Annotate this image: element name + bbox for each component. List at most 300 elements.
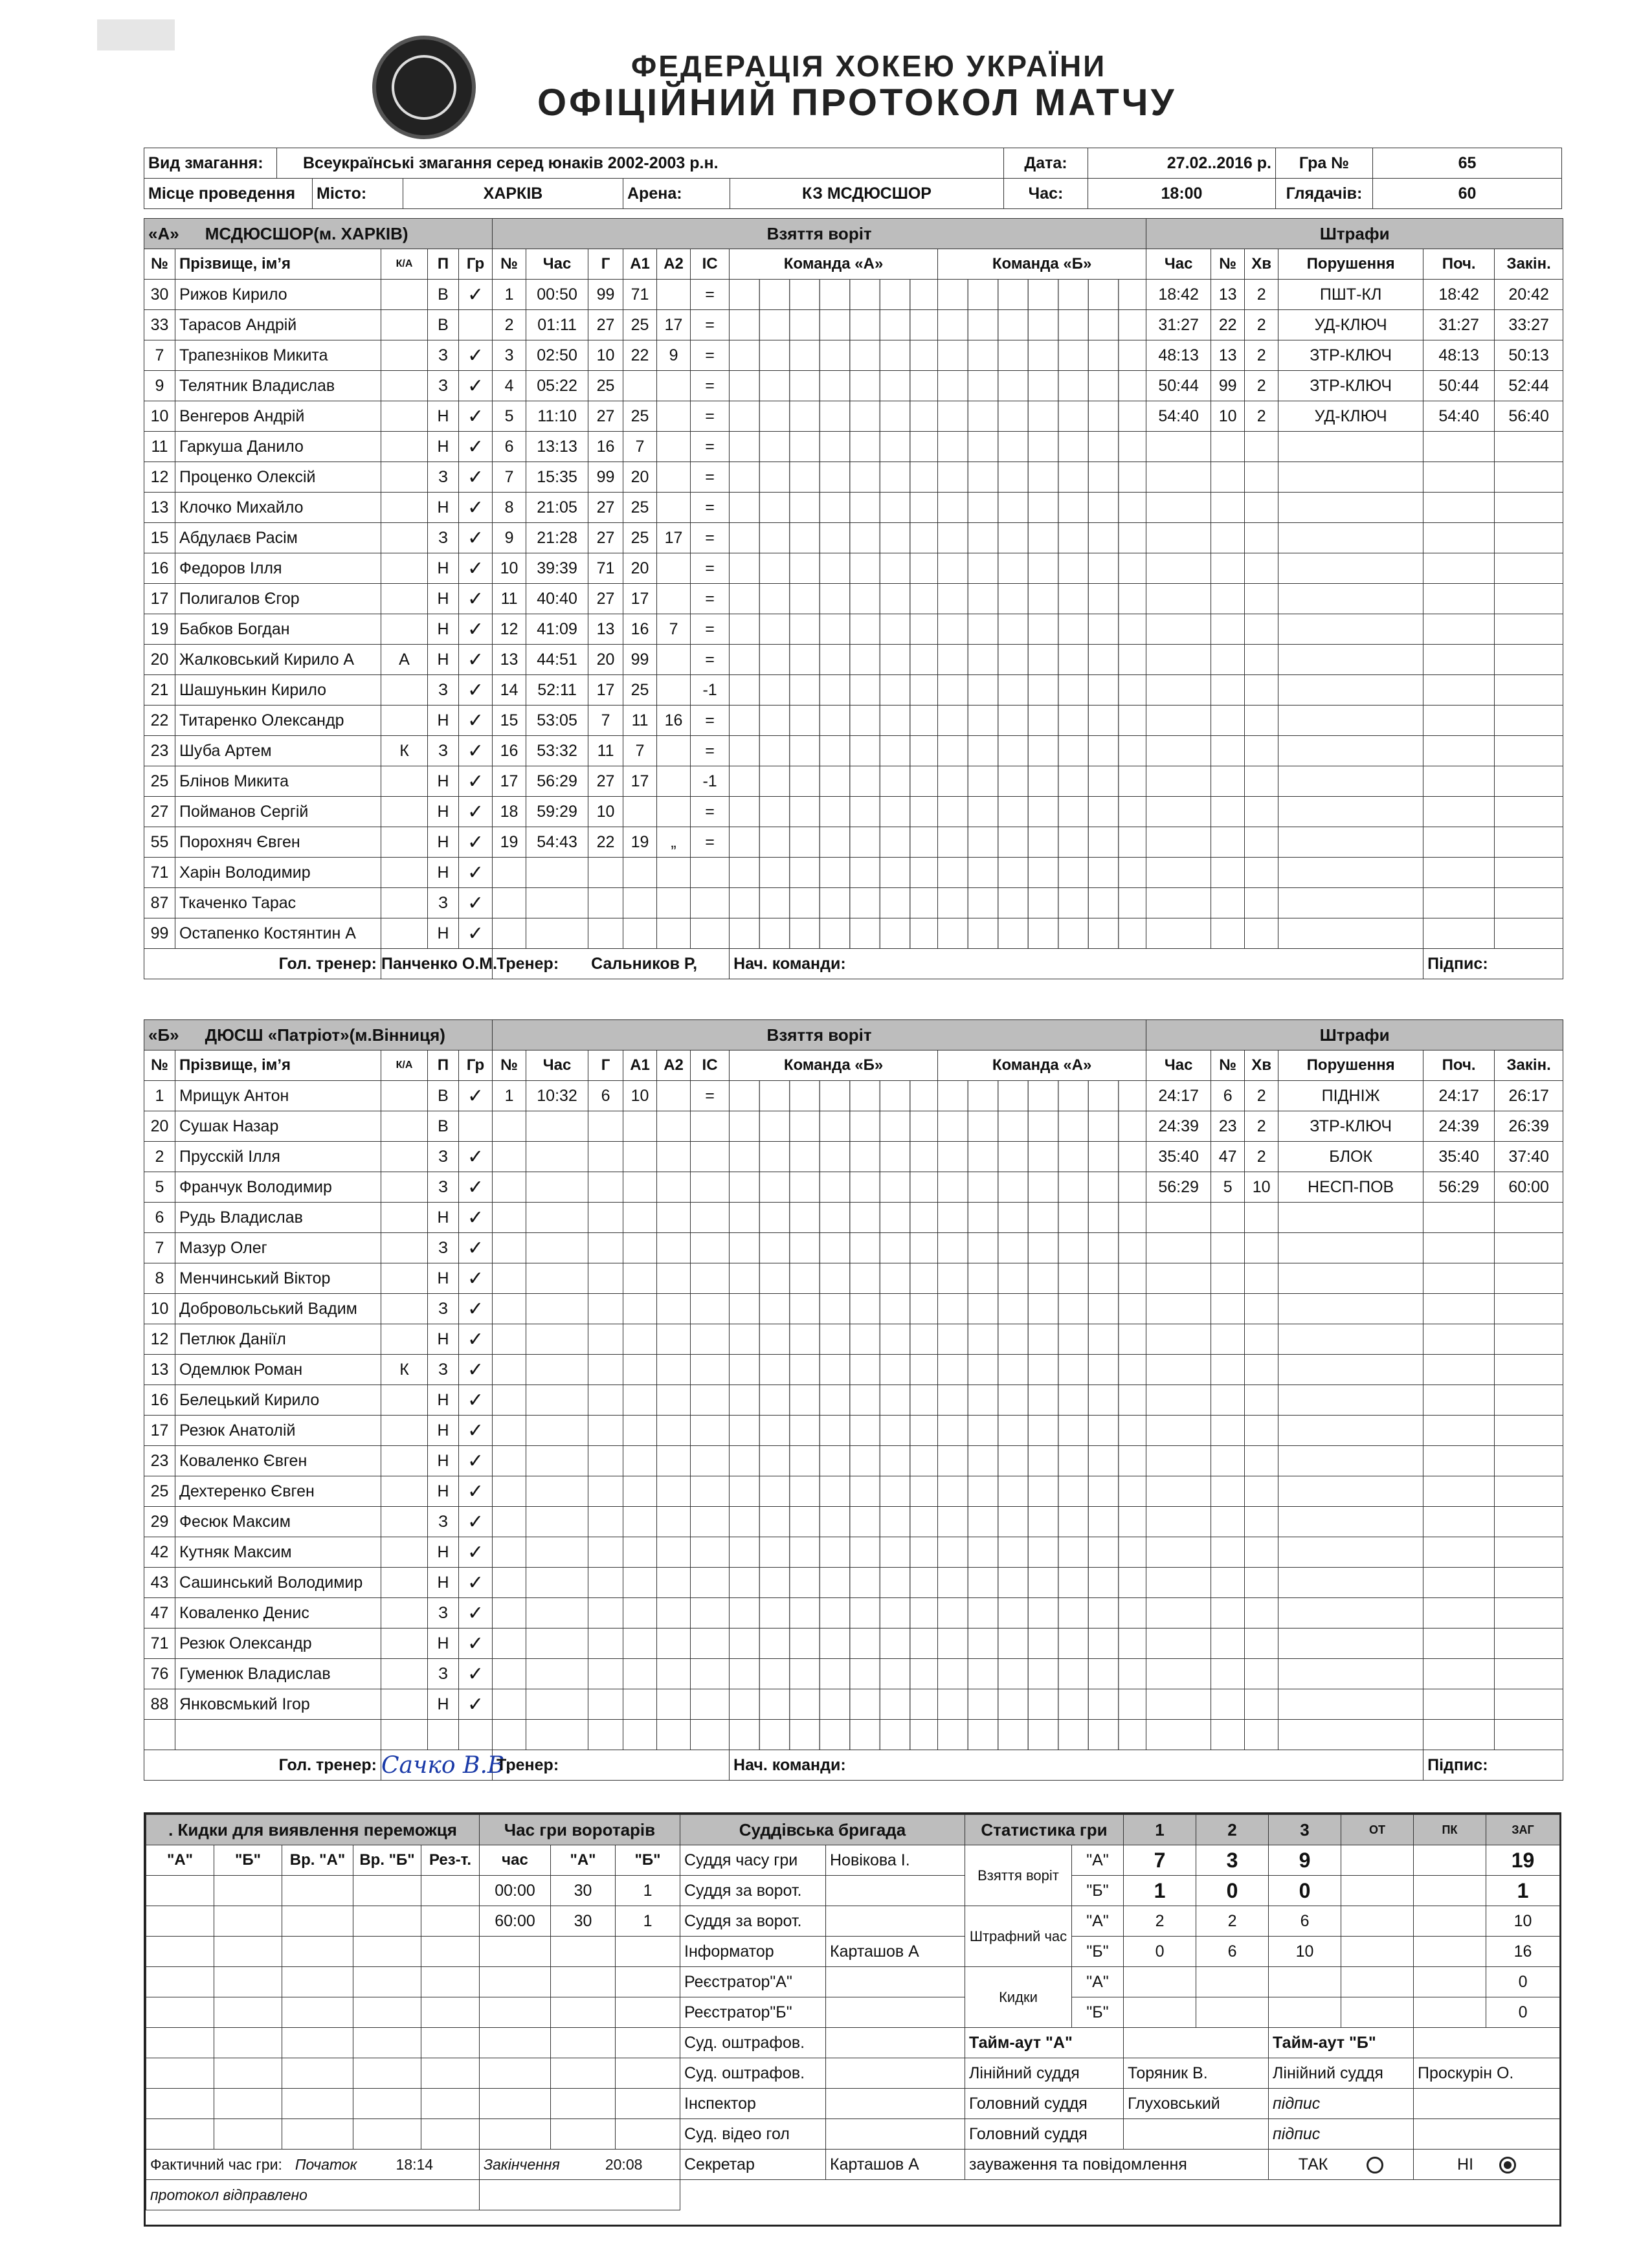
goal-strength: = (691, 614, 730, 645)
player-position: З (428, 1355, 459, 1385)
shootout-cell (353, 1997, 421, 2028)
penalty-minutes: 2 (1245, 1111, 1278, 1142)
strength-grid-cell (938, 1689, 1146, 1720)
empty-cell (526, 1111, 588, 1142)
strength-grid-cell (730, 1081, 938, 1111)
goalkeeper-cell: 1 (616, 1906, 680, 1937)
stat-value (1269, 1967, 1341, 1997)
strength-grid-cell (730, 1385, 938, 1416)
empty-cell (1278, 1385, 1423, 1416)
empty-cell (1211, 493, 1245, 523)
goal-scorer: 6 (588, 1081, 623, 1111)
player-played: ✓ (459, 371, 493, 401)
empty-cell (1211, 766, 1245, 797)
empty-cell (1245, 1355, 1278, 1385)
empty-cell (588, 1142, 623, 1172)
player-position: Н (428, 432, 459, 462)
game-stats-table (965, 1814, 1560, 2180)
strength-grid-cell (938, 1081, 1146, 1111)
penalty-end: 52:44 (1495, 371, 1563, 401)
goalkeeper-cell: 60:00 (480, 1906, 551, 1937)
goal-assist1: 17 (623, 584, 657, 614)
empty-cell (493, 1720, 526, 1750)
empty-cell (526, 1355, 588, 1385)
referee-name: Карташов А (826, 2150, 965, 2180)
player-role (381, 1172, 428, 1203)
empty-cell (1146, 645, 1211, 675)
empty-cell (1146, 584, 1211, 614)
player-number: 33 (144, 310, 175, 340)
goal-strength: = (691, 584, 730, 614)
empty-cell (1245, 827, 1278, 858)
empty-cell (657, 1385, 691, 1416)
player-position: З (428, 1172, 459, 1203)
empty-cell (623, 1416, 657, 1446)
player-number: 71 (144, 858, 175, 888)
strength-grid-cell (938, 1142, 1146, 1172)
no-radio[interactable] (1499, 2157, 1516, 2174)
player-name: Шашунькин Кирило (175, 675, 381, 706)
empty-cell (1423, 1476, 1495, 1507)
player-role (381, 462, 428, 493)
empty-cell (588, 1629, 623, 1659)
teamB-col-pen-min: Хв (1245, 1051, 1278, 1081)
empty-cell (1278, 645, 1423, 675)
empty-cell (493, 1629, 526, 1659)
stat-value: 10 (1486, 1906, 1560, 1937)
goal-assist2 (657, 584, 691, 614)
goalkeeper-cell (616, 2119, 680, 2150)
strength-grid-cell (938, 553, 1146, 584)
shootout-cell (146, 1906, 214, 1937)
empty-cell (1495, 675, 1563, 706)
shootout-table (146, 1814, 480, 2210)
strength-grid-cell (730, 1476, 938, 1507)
goal-time: 53:32 (526, 736, 588, 766)
penalty-offence: БЛОК (1278, 1142, 1423, 1172)
goalkeeper-time-title: Час гри воротарів (480, 1815, 680, 1845)
empty-cell (623, 1324, 657, 1355)
teamA-col-assist2: А2 (657, 249, 691, 280)
player-name: Петлюк Даніїл (175, 1324, 381, 1355)
goal-number: 17 (493, 766, 526, 797)
table-row (144, 340, 1563, 371)
teamB-col-name: Прізвище, ім’я (175, 1051, 381, 1081)
empty-cell (526, 1203, 588, 1233)
empty-cell (657, 1598, 691, 1629)
empty-cell (657, 858, 691, 888)
strength-grid-cell (938, 1263, 1146, 1294)
coach-label: Тренер: (497, 954, 559, 973)
empty-cell (1245, 493, 1278, 523)
player-number: 25 (144, 766, 175, 797)
strength-grid-cell (730, 493, 938, 523)
empty-cell (526, 1507, 588, 1537)
strength-grid-cell (938, 1294, 1146, 1324)
goal-scorer: 99 (588, 462, 623, 493)
empty-cell (623, 1294, 657, 1324)
goalkeeper-cell: 30 (551, 1876, 616, 1906)
empty-cell (588, 858, 623, 888)
goal-time: 15:35 (526, 462, 588, 493)
player-position: В (428, 1111, 459, 1142)
empty-cell (1278, 1324, 1423, 1355)
empty-cell (1146, 1689, 1211, 1720)
empty-cell (691, 1720, 730, 1750)
empty-cell (1278, 827, 1423, 858)
referee-role: Суддя часу гри (680, 1845, 826, 1876)
empty-cell (1423, 1355, 1495, 1385)
strength-grid-cell (730, 918, 938, 949)
team-b-section (144, 1019, 1561, 1781)
empty-cell (1146, 1416, 1211, 1446)
strength-grid-cell (730, 1446, 938, 1476)
empty-cell (1211, 1294, 1245, 1324)
penalty-offence: ПШТ-КЛ (1278, 280, 1423, 310)
player-role (381, 1446, 428, 1476)
game-label: Гра № (1276, 148, 1373, 179)
empty-cell (493, 888, 526, 918)
teamB-col-pen-start: Поч. (1423, 1051, 1495, 1081)
player-name: Резюк Анатолій (175, 1416, 381, 1446)
goal-strength: -1 (691, 766, 730, 797)
empty-cell (1146, 888, 1211, 918)
player-number: 23 (144, 736, 175, 766)
goalkeeper-cell (551, 1997, 616, 2028)
strength-grid-cell (938, 1172, 1146, 1203)
player-position: Н (428, 553, 459, 584)
timeout-a-label: Тайм-аут "А" (965, 2028, 1124, 2058)
empty-cell (1211, 462, 1245, 493)
empty-cell (1146, 1385, 1211, 1416)
player-name: Титаренко Олександр (175, 706, 381, 736)
table-row (144, 1476, 1563, 1507)
strength-grid-cell (938, 1324, 1146, 1355)
goal-assist2 (657, 401, 691, 432)
player-position: Н (428, 1629, 459, 1659)
empty-cell (657, 1111, 691, 1142)
goalkeeper-cell (551, 2119, 616, 2150)
date-label: Дата: (1004, 148, 1088, 179)
head-coach-label: Гол. тренер: (144, 1750, 381, 1781)
shootout-cell (421, 2058, 480, 2089)
penalty-time: 24:17 (1146, 1081, 1211, 1111)
penalty-stat-label: Штрафний час (965, 1906, 1072, 1967)
no-label: НІ (1457, 2155, 1474, 2174)
stat-value: 16 (1486, 1937, 1560, 1967)
teamA-col-offence: Порушення (1278, 249, 1423, 280)
empty-cell (1146, 1659, 1211, 1689)
empty-cell (526, 1537, 588, 1568)
player-position: Н (428, 1689, 459, 1720)
date-value: 27.02..2016 р. (1088, 148, 1276, 179)
player-role (381, 1385, 428, 1416)
timeout-a-value (1124, 2028, 1269, 2058)
teamB-col-goal-time: Час (526, 1051, 588, 1081)
empty-cell (657, 1416, 691, 1446)
teamB-col-pen-no: № (1211, 1051, 1245, 1081)
shootout-cell (421, 1997, 480, 2028)
goalkeeper-cell (551, 2089, 616, 2119)
empty-cell (526, 1629, 588, 1659)
penalty-player: 47 (1211, 1142, 1245, 1172)
shootout-cell (353, 1937, 421, 1967)
end-time-cell (480, 2150, 680, 2180)
empty-cell (1495, 462, 1563, 493)
player-role (381, 1111, 428, 1142)
empty-cell (691, 1203, 730, 1233)
goal-scorer: 27 (588, 493, 623, 523)
empty-cell (1146, 1598, 1211, 1629)
player-played: ✓ (459, 432, 493, 462)
empty-cell (1423, 1598, 1495, 1629)
player-position: Н (428, 1203, 459, 1233)
player-played: ✓ (459, 1324, 493, 1355)
empty-cell (691, 1172, 730, 1203)
empty-cell (1211, 1689, 1245, 1720)
player-role (381, 1324, 428, 1355)
referee-role: Реєстратор"Б" (680, 1997, 826, 2028)
player-position: В (428, 280, 459, 310)
goal-number: 11 (493, 584, 526, 614)
empty-cell (1278, 1233, 1423, 1263)
empty-cell (657, 1476, 691, 1507)
strength-grid-cell (730, 614, 938, 645)
empty-cell (588, 1385, 623, 1416)
empty-cell (588, 888, 623, 918)
empty-cell (526, 1659, 588, 1689)
empty-cell (623, 1263, 657, 1294)
time-label: Час: (1004, 179, 1088, 209)
referee-role: Суддя за ворот. (680, 1876, 826, 1906)
penalty-time: 24:39 (1146, 1111, 1211, 1142)
empty-cell (1211, 1355, 1245, 1385)
strength-grid-cell (938, 888, 1146, 918)
empty-cell (1146, 462, 1211, 493)
empty-cell (493, 1659, 526, 1689)
teamB-goals-header: Взяття воріт (493, 1020, 1146, 1051)
teamB-name: ДЮСШ «Патріот»(м.Вінниця) (205, 1025, 445, 1045)
player-played: ✓ (459, 706, 493, 736)
empty-cell (1278, 553, 1423, 584)
player-number: 47 (144, 1598, 175, 1629)
empty-cell (1146, 766, 1211, 797)
goal-scorer: 10 (588, 797, 623, 827)
empty-cell (1211, 584, 1245, 614)
strength-grid-cell (938, 858, 1146, 888)
shootout-cell (146, 1876, 214, 1906)
penalty-player: 22 (1211, 310, 1245, 340)
table-row (144, 918, 1563, 949)
goal-assist2 (657, 797, 691, 827)
empty-cell (1211, 1203, 1245, 1233)
goal-time: 41:09 (526, 614, 588, 645)
empty-cell (1245, 766, 1278, 797)
goal-time: 13:13 (526, 432, 588, 462)
empty-cell (1495, 432, 1563, 462)
empty-cell (1278, 1294, 1423, 1324)
penalty-offence: ЗТР-КЛЮЧ (1278, 1111, 1423, 1142)
player-played: ✓ (459, 1385, 493, 1416)
table-row (144, 675, 1563, 706)
empty-cell (1495, 858, 1563, 888)
remarks-yes (1269, 2150, 1414, 2180)
player-played: ✓ (459, 1629, 493, 1659)
player-position: Н (428, 1568, 459, 1598)
penalty-minutes: 2 (1245, 280, 1278, 310)
goalkeeper-cell (616, 1997, 680, 2028)
player-role (381, 371, 428, 401)
strength-grid-cell (730, 1689, 938, 1720)
empty-cell (1211, 1629, 1245, 1659)
player-played: ✓ (459, 797, 493, 827)
player-number: 17 (144, 1416, 175, 1446)
empty-cell (526, 1446, 588, 1476)
signature-label: Підпис: (1423, 949, 1563, 979)
empty-cell (588, 1355, 623, 1385)
empty-cell (1495, 1446, 1563, 1476)
goal-strength: = (691, 1081, 730, 1111)
table-row (144, 1537, 1563, 1568)
player-name: Фесюк Максим (175, 1507, 381, 1537)
strength-grid-cell (730, 310, 938, 340)
stat-value: 0 (1269, 1876, 1341, 1906)
empty-cell (691, 1416, 730, 1446)
strength-grid-cell (938, 493, 1146, 523)
teamB-table (144, 1019, 1563, 1781)
player-played: ✓ (459, 1233, 493, 1263)
stat-value: 6 (1196, 1937, 1269, 1967)
yes-radio[interactable] (1367, 2157, 1383, 2174)
penalty-start: 31:27 (1423, 310, 1495, 340)
teamA-col-pen-end: Закін. (1495, 249, 1563, 280)
strength-grid-cell (730, 675, 938, 706)
strength-grid-cell (730, 584, 938, 614)
strength-grid-cell (730, 553, 938, 584)
stat-value (1341, 1845, 1414, 1876)
shootout-cell (146, 1967, 214, 1997)
teamA-col-goal-scorer: Г (588, 249, 623, 280)
player-number: 13 (144, 1355, 175, 1385)
empty-cell (623, 1385, 657, 1416)
penalty-player: 13 (1211, 280, 1245, 310)
stat-value (1414, 1876, 1486, 1906)
goal-assist1: 25 (623, 493, 657, 523)
goal-strength: = (691, 371, 730, 401)
empty-cell (1495, 1659, 1563, 1689)
player-played: ✓ (459, 1659, 493, 1689)
head-coach-name: Сачко В.В. (381, 1750, 493, 1781)
teamB-col-team-right: Команда «А» (938, 1051, 1146, 1081)
empty-cell (526, 1263, 588, 1294)
goal-assist2 (657, 645, 691, 675)
empty-cell (1423, 1507, 1495, 1537)
teamA-title (144, 219, 493, 249)
goalkeeper-cell (616, 1937, 680, 1967)
goal-assist1: 25 (623, 401, 657, 432)
goal-assist2 (657, 371, 691, 401)
goal-scorer: 22 (588, 827, 623, 858)
empty-cell (1146, 614, 1211, 645)
goal-assist2: 9 (657, 340, 691, 371)
player-number: 88 (144, 1689, 175, 1720)
player-name: Абдулаєв Расім (175, 523, 381, 553)
goal-strength: = (691, 706, 730, 736)
strength-grid-cell (938, 462, 1146, 493)
shootout-cell (421, 1876, 480, 1906)
empty-cell (1245, 1476, 1278, 1507)
goal-scorer: 7 (588, 706, 623, 736)
empty-cell (691, 1537, 730, 1568)
empty-cell (1146, 858, 1211, 888)
empty-cell (1495, 1689, 1563, 1720)
table-row (144, 1111, 1563, 1142)
player-role (381, 1081, 428, 1111)
empty-cell (691, 858, 730, 888)
empty-cell (526, 1476, 588, 1507)
goalkeeper-cell (616, 1967, 680, 1997)
empty-cell (1278, 1659, 1423, 1689)
player-number: 5 (144, 1172, 175, 1203)
empty-cell (1423, 1233, 1495, 1263)
referee-name: Карташов А (826, 1937, 965, 1967)
goal-number: 1 (493, 1081, 526, 1111)
empty-cell (1423, 1263, 1495, 1294)
table-row (144, 1233, 1563, 1263)
teamA-col-played: Гр (459, 249, 493, 280)
player-number: 25 (144, 1476, 175, 1507)
strength-grid-cell (938, 401, 1146, 432)
strength-grid-cell (938, 1629, 1146, 1659)
player-role (381, 1416, 428, 1446)
empty-cell (691, 1324, 730, 1355)
goal-strength: = (691, 797, 730, 827)
empty-cell (493, 1172, 526, 1203)
signature-label: підпис (1269, 2119, 1414, 2150)
empty-cell (526, 1416, 588, 1446)
empty-cell (1146, 1294, 1211, 1324)
empty-cell (623, 1203, 657, 1233)
linesman-label: Лінійний суддя (1269, 2058, 1414, 2089)
player-played: ✓ (459, 858, 493, 888)
empty-cell (526, 1172, 588, 1203)
strength-grid-cell (730, 1111, 938, 1142)
player-number: 11 (144, 432, 175, 462)
empty-cell (623, 1507, 657, 1537)
player-position: Н (428, 918, 459, 949)
empty-cell (493, 1294, 526, 1324)
teamA-col-pen-time: Час (1146, 249, 1211, 280)
empty-cell (1423, 584, 1495, 614)
teamA-col-assist1: А1 (623, 249, 657, 280)
linesman-label: Лінійний суддя (965, 2058, 1124, 2089)
empty-cell (1495, 1476, 1563, 1507)
strength-grid-cell (730, 766, 938, 797)
stat-value (1341, 1876, 1414, 1906)
team-a-section (144, 218, 1561, 979)
spectators-label: Глядачів: (1276, 179, 1373, 209)
empty-cell (657, 1203, 691, 1233)
signature-label: Підпис: (1423, 1750, 1563, 1781)
coach-name: Сальников Р, (591, 954, 698, 973)
penalty-start: 48:13 (1423, 340, 1495, 371)
strength-grid-cell (938, 1598, 1146, 1629)
empty-cell (1278, 1355, 1423, 1385)
player-role (381, 401, 428, 432)
shootout-cell (282, 1997, 353, 2028)
table-row (144, 584, 1563, 614)
empty-cell (1211, 1324, 1245, 1355)
